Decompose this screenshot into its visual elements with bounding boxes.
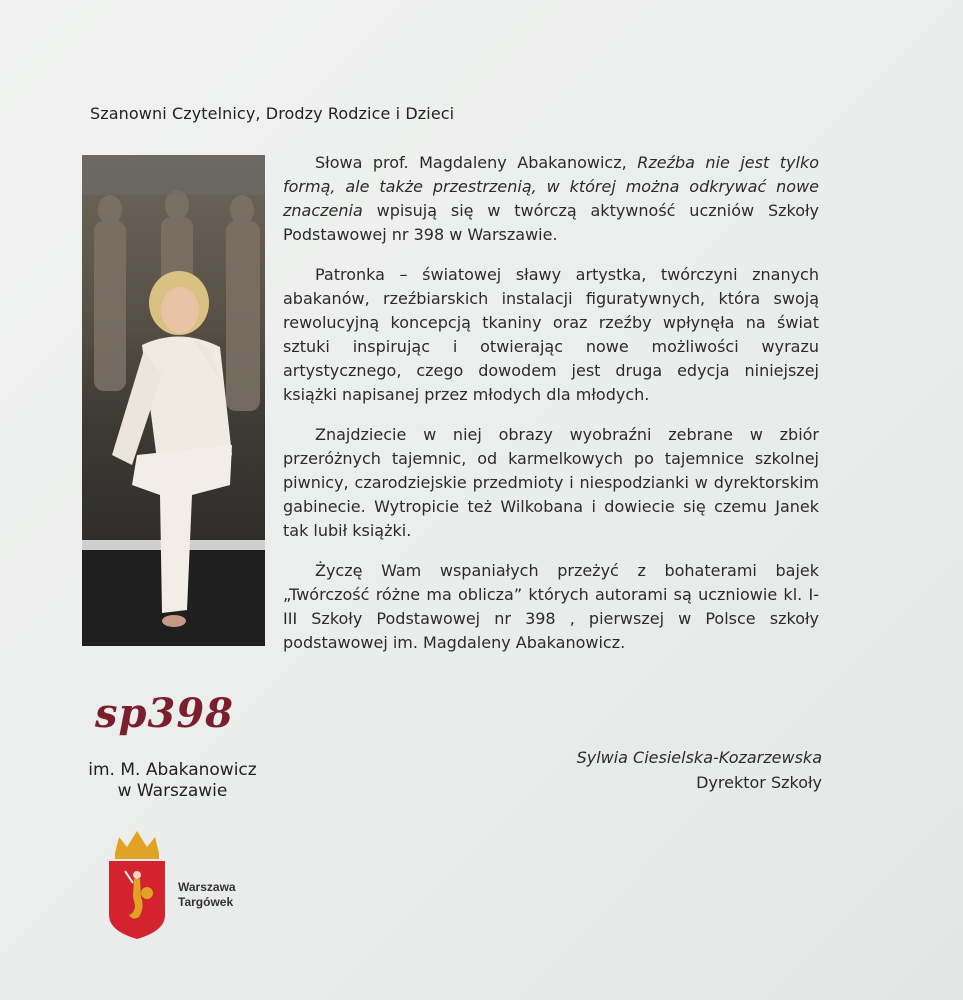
district-line2: Targówek [178,895,234,909]
letter-body [283,151,819,671]
school-logo-line2: w Warszawie [117,781,228,801]
p1-quote: Rzeźba nie jest tylko formą, ale także przestrzenią, w której można odkrywać nowe znaczenia [283,153,820,220]
school-logo-mark: sp398 [95,690,234,737]
school-logo-line1: im. M. Abakanowicz [88,760,257,780]
paragraph-4: Życzę Wam wspaniałych przeżyć z bohaterami bajek „Twórczość różne ma oblicza” których autorami są uczniowie kl. I-III Szkoły Podstawowej nr 398 , pierwszej w Polsce szkoły podstawowej im. Magdaleny Abakanowicz. [283,561,819,652]
warsaw-coat-of-arms-icon [105,825,169,940]
school-logo-caption [80,760,265,802]
district-line1: Warszawa [178,880,236,894]
greeting-heading: Szanowni Czytelnicy, Drodzy Rodzice i Dzieci [90,104,455,123]
paragraph-1 [283,151,819,247]
p1-intro: Słowa prof. Magdaleny Abakanowicz, [315,153,638,172]
paragraph-3: Znajdziecie w niej obrazy wyobraźni zebrane w zbiór przeróżnych tajemnic, od karmelkowych po tajemnice szkolnej piwnicy, czarodziejskie przedmioty i niespodzianki w dyrektorskim gabinecie. Wytropicie też Wilkobana i dowiecie się czemu Janek tak lubił książki. [283,425,819,540]
photo-illustration [82,155,265,646]
signature-block [577,745,822,795]
p1-rest: wpisują się w twórczą aktywność uczniów Szkoły Podstawowej nr 398 w Warszawie. [283,201,819,244]
paragraph-2: Patronka – światowej sławy artystka, twórczyni znanych abakanów, rzeźbiarskich instalacji figuratywnych, która swoją rewolucyjną koncepcją tkaniny oraz rzeźby wpłynęła na świat sztuki inspirując i otwierając nowe możliwości wyrazu artystycznego, czego dowodem jest druga edycja niniejszej książki napisanej przez młodych dla młodych. [283,265,819,404]
author-photo [82,155,265,646]
district-label [178,880,236,910]
signatory-title: Dyrektor Szkoły [696,773,822,792]
signatory-name: Sylwia Ciesielska-Kozarzewska [576,748,822,767]
